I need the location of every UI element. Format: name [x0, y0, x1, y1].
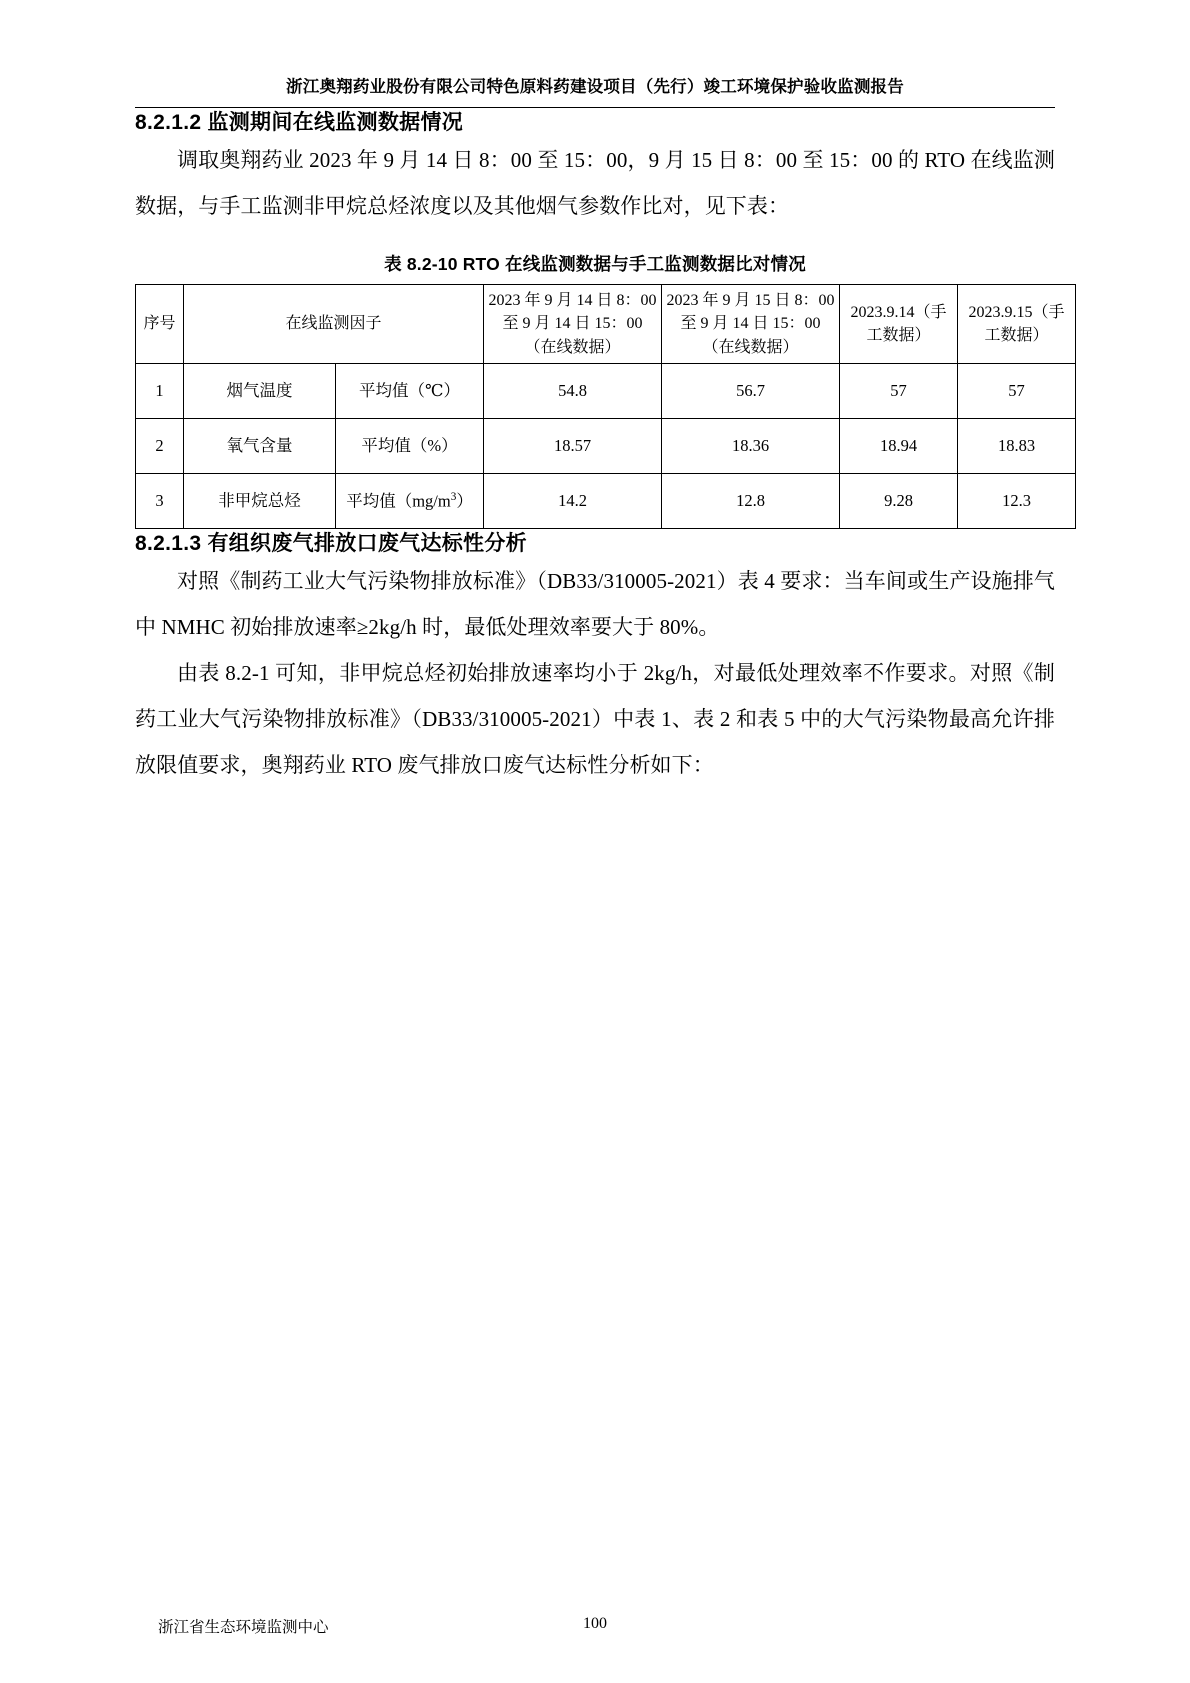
- row-manual-2: 57: [958, 363, 1076, 418]
- section-heading-8-2-1-2: 8.2.1.2 监测期间在线监测数据情况: [135, 110, 464, 134]
- row-stat: 平均值（%）: [336, 418, 484, 473]
- row-index: 3: [136, 473, 184, 528]
- table-row: [136, 363, 1076, 418]
- row-index: 1: [136, 363, 184, 418]
- row-manual-1: 18.94: [840, 418, 958, 473]
- row-online-2: 18.36: [662, 418, 840, 473]
- header-manual-2: 2023.9.15（手工数据）: [958, 285, 1076, 364]
- page-header: [135, 0, 1055, 108]
- row-online-2: 12.8: [662, 473, 840, 528]
- row-stat-suffix: ）: [456, 491, 473, 511]
- row-manual-2: 18.83: [958, 418, 1076, 473]
- row-online-2: 56.7: [662, 363, 840, 418]
- row-manual-2: 12.3: [958, 473, 1076, 528]
- table-row: [136, 418, 1076, 473]
- table-caption: 表 8.2-10 RTO 在线监测数据与手工监测数据比对情况: [384, 254, 806, 275]
- row-factor: 烟气温度: [184, 363, 336, 418]
- table-header-row: [136, 285, 1076, 364]
- row-stat: 平均值（℃）: [336, 363, 484, 418]
- row-factor: 氧气含量: [184, 418, 336, 473]
- header-online-1: 2023 年 9 月 14 日 8：00 至 9 月 14 日 15：00（在线数据）: [484, 285, 662, 364]
- row-manual-1: 57: [840, 363, 958, 418]
- row-online-1: 14.2: [484, 473, 662, 528]
- header-manual-1: 2023.9.14（手工数据）: [840, 285, 958, 364]
- row-stat-prefix: 平均值（mg/m: [346, 491, 451, 511]
- paragraph-standard-requirement: 对照《制药工业大气污染物排放标准》（DB33/310005-2021）表 4 要求：当车间或生产设施排气中 NMHC 初始排放速率≥2kg/h 时，最低处理效率要大于 80%。: [135, 569, 1055, 640]
- header-factor: 在线监测因子: [184, 285, 484, 364]
- row-stat-superscript: 3: [450, 490, 457, 503]
- header-online-2: 2023 年 9 月 15 日 8：00 至 9 月 14 日 15：00（在线数据）: [662, 285, 840, 364]
- row-stat: [336, 473, 484, 528]
- row-index: 2: [136, 418, 184, 473]
- row-factor: 非甲烷总烃: [184, 473, 336, 528]
- header-index: 序号: [136, 285, 184, 364]
- running-title: 浙江奥翔药业股份有限公司特色原料药建设项目（先行）竣工环境保护验收监测报告: [286, 78, 904, 96]
- footer-page-number: 100: [583, 1615, 607, 1632]
- row-manual-1: 9.28: [840, 473, 958, 528]
- footer-organization: 浙江省生态环境监测中心: [158, 1619, 329, 1636]
- section-heading-8-2-1-3: 8.2.1.3 有组织废气排放口废气达标性分析: [135, 531, 527, 555]
- paragraph-compliance-analysis: 由表 8.2-1 可知，非甲烷总烃初始排放速率均小于 2kg/h，对最低处理效率不作要求。对照《制药工业大气污染物排放标准》（DB33/310005-2021）中表 1、表 2 和表 5 中的大气污染物最高允许排放限值要求，奥翔药业 RTO 废气排放口废气达标性分析如下：: [135, 661, 1055, 778]
- row-online-1: 54.8: [484, 363, 662, 418]
- paragraph-monitoring-intro: 调取奥翔药业 2023 年 9 月 14 日 8：00 至 15：00，9 月 15 日 8：00 至 15：00 的 RTO 在线监测数据，与手工监测非甲烷总烃浓度以及其他烟气参数作比对，见下表：: [135, 148, 1055, 219]
- table-row: [136, 473, 1076, 528]
- row-online-1: 18.57: [484, 418, 662, 473]
- rto-comparison-table: [135, 284, 1076, 529]
